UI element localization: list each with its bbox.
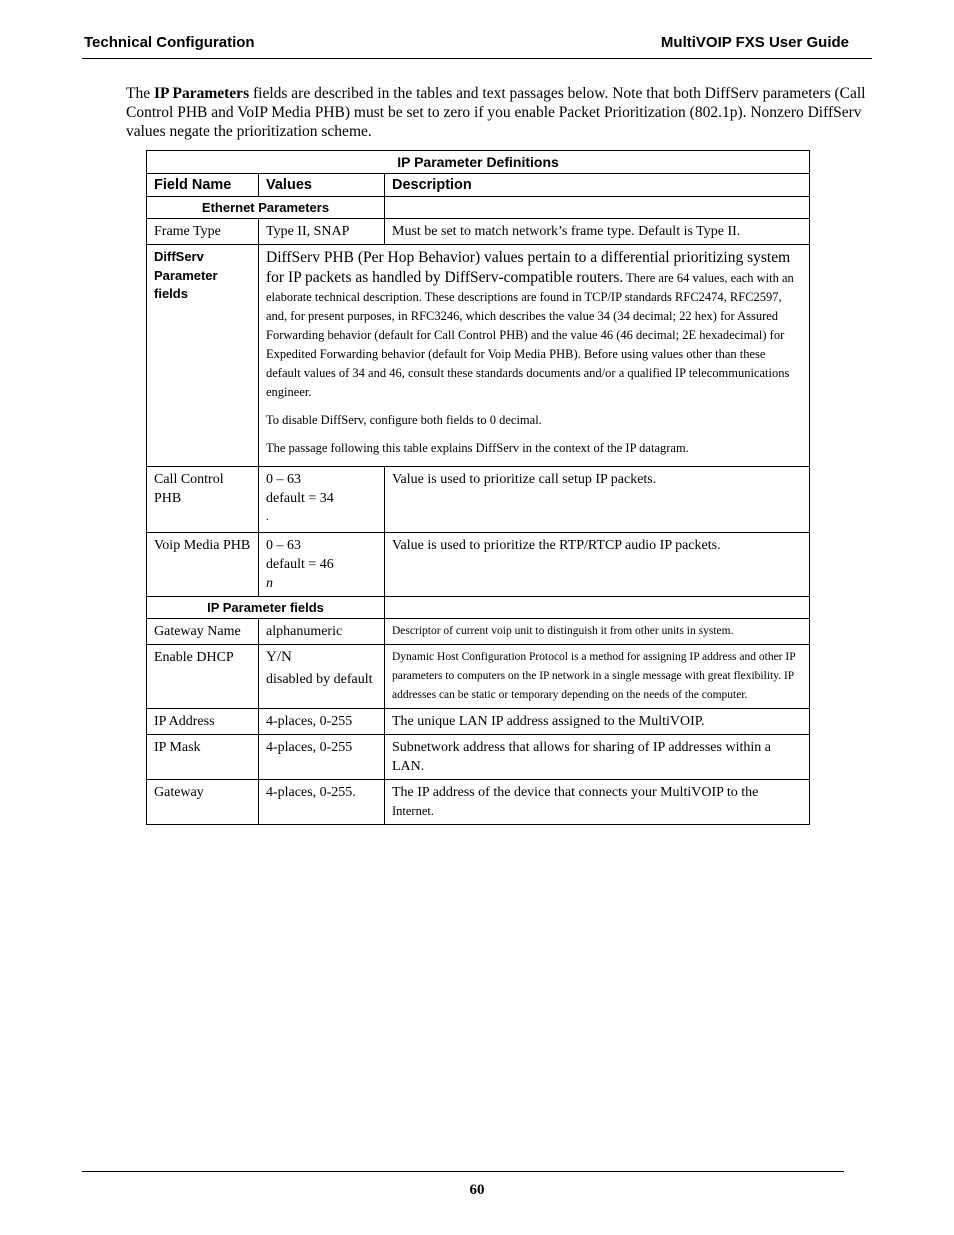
- field-value: alphanumeric: [259, 619, 385, 645]
- gateway-desc-tail: Internet.: [392, 804, 434, 818]
- field-description: [385, 780, 810, 825]
- value-default: default = 46: [266, 557, 334, 572]
- field-name: DiffServ Parameter fields: [147, 245, 259, 467]
- field-value: [259, 467, 385, 533]
- diffserv-lead: DiffServ PHB (Per Hop Behavior) values pertain to a differential prioritizing system for IP packets as handled by DiffServ-compatible routers.: [266, 249, 791, 286]
- field-name: Gateway Name: [147, 619, 259, 645]
- value-note: n: [266, 576, 273, 591]
- diffserv-description: [266, 248, 802, 402]
- field-description: Must be set to match network’s frame type. Default is Type II.: [385, 219, 810, 245]
- field-description: Dynamic Host Configuration Protocol is a method for assigning IP address and other IP parameters to computers on the IP network in a single message with great flexibility. IP addresses can be static or temporary depending on the needs of the computer.: [385, 645, 810, 709]
- field-value: 4-places, 0-255.: [259, 780, 385, 825]
- running-header-title: MultiVOIP FXS User Guide: [660, 34, 849, 51]
- table-row-call-control-phb: [147, 467, 810, 533]
- field-description: Value is used to prioritize the RTP/RTCP audio IP packets.: [385, 533, 810, 597]
- intro-post: fields are described in the tables and text passages below. Note that both DiffServ parameters (Call Control PHB and VoIP Media PHB) must be set to zero if you enable Packet Prioritization (802.1p). Nonzero DiffServ values negate the prioritization scheme.: [126, 85, 866, 140]
- field-description: The unique LAN IP address assigned to the MultiVOIP.: [385, 709, 810, 735]
- value-yes-no: Y/N: [266, 649, 292, 665]
- field-value: [259, 533, 385, 597]
- field-name: IP Address: [147, 709, 259, 735]
- table-row-voip-media-phb: [147, 533, 810, 597]
- field-description: Value is used to prioritize call setup IP packets.: [385, 467, 810, 533]
- field-description: Subnetwork address that allows for sharing of IP addresses within a LAN.: [385, 735, 810, 780]
- table-row-gateway-name: [147, 619, 810, 645]
- column-header-field-name: Field Name: [147, 174, 259, 197]
- intro-pre: The: [126, 85, 154, 102]
- field-description: Descriptor of current voip unit to distinguish it from other units in system.: [385, 619, 810, 645]
- field-description: [259, 245, 810, 467]
- field-value: [259, 645, 385, 709]
- field-name: Enable DHCP: [147, 645, 259, 709]
- section-ip-empty: [385, 597, 810, 619]
- field-name: Voip Media PHB: [147, 533, 259, 597]
- header-rule: [82, 58, 872, 59]
- value-default: default = 34: [266, 491, 334, 506]
- field-value: 4-places, 0-255: [259, 735, 385, 780]
- column-header-description: Description: [385, 174, 810, 197]
- field-value: Type II, SNAP: [259, 219, 385, 245]
- section-ethernet-empty: [385, 197, 810, 219]
- intro-paragraph: [126, 84, 871, 141]
- running-header-section: Technical Configuration: [84, 34, 255, 51]
- table-row-ip-address: [147, 709, 810, 735]
- diffserv-disable-note: To disable DiffServ, configure both fields to 0 decimal.: [266, 413, 542, 427]
- table-row-ip-mask: [147, 735, 810, 780]
- diffserv-rest: There are 64 values, each with an elaborate technical description. These descriptions are found in TCP/IP standards RFC2474, RFC2597, and, for present purposes, in RFC3246, which describes the value 34 (34 decimal; 22 hex) for Assured Forwarding behavior (default for Call Control PHB) and the value 46 (46 decimal; 2E hexadecimal) for Expedited Forwarding behavior (default for Voip Media PHB). Before using values other than these default values of 34 and 46, consult these standards documents and/or a qualified IP telecommunications engineer.: [266, 271, 794, 399]
- value-note: .: [266, 511, 269, 523]
- footer-rule: [82, 1171, 844, 1172]
- table-row-enable-dhcp: [147, 645, 810, 709]
- value-range: 0 – 63: [266, 472, 301, 487]
- diffserv-passage-note: The passage following this table explains DiffServ in the context of the IP datagram.: [266, 441, 689, 455]
- table-row-diffserv: [147, 245, 810, 467]
- field-value: 4-places, 0-255: [259, 709, 385, 735]
- field-name: Gateway: [147, 780, 259, 825]
- page-number: 60: [469, 1182, 485, 1198]
- intro-bold-term: IP Parameters: [153, 85, 250, 102]
- value-default: disabled by default: [266, 672, 373, 687]
- table-row-frame-type: [147, 219, 810, 245]
- ip-parameter-table: [146, 150, 810, 825]
- section-ethernet-parameters: Ethernet Parameters: [147, 197, 385, 219]
- value-range: 0 – 63: [266, 538, 301, 553]
- field-name: Call Control PHB: [147, 467, 259, 533]
- section-ip-parameter-fields: IP Parameter fields: [147, 597, 385, 619]
- field-name: Frame Type: [147, 219, 259, 245]
- field-name: IP Mask: [147, 735, 259, 780]
- column-header-values: Values: [259, 174, 385, 197]
- gateway-desc-main: The IP address of the device that connects your MultiVOIP to the: [392, 785, 759, 800]
- table-title: IP Parameter Definitions: [147, 151, 810, 174]
- table-row-gateway: [147, 780, 810, 825]
